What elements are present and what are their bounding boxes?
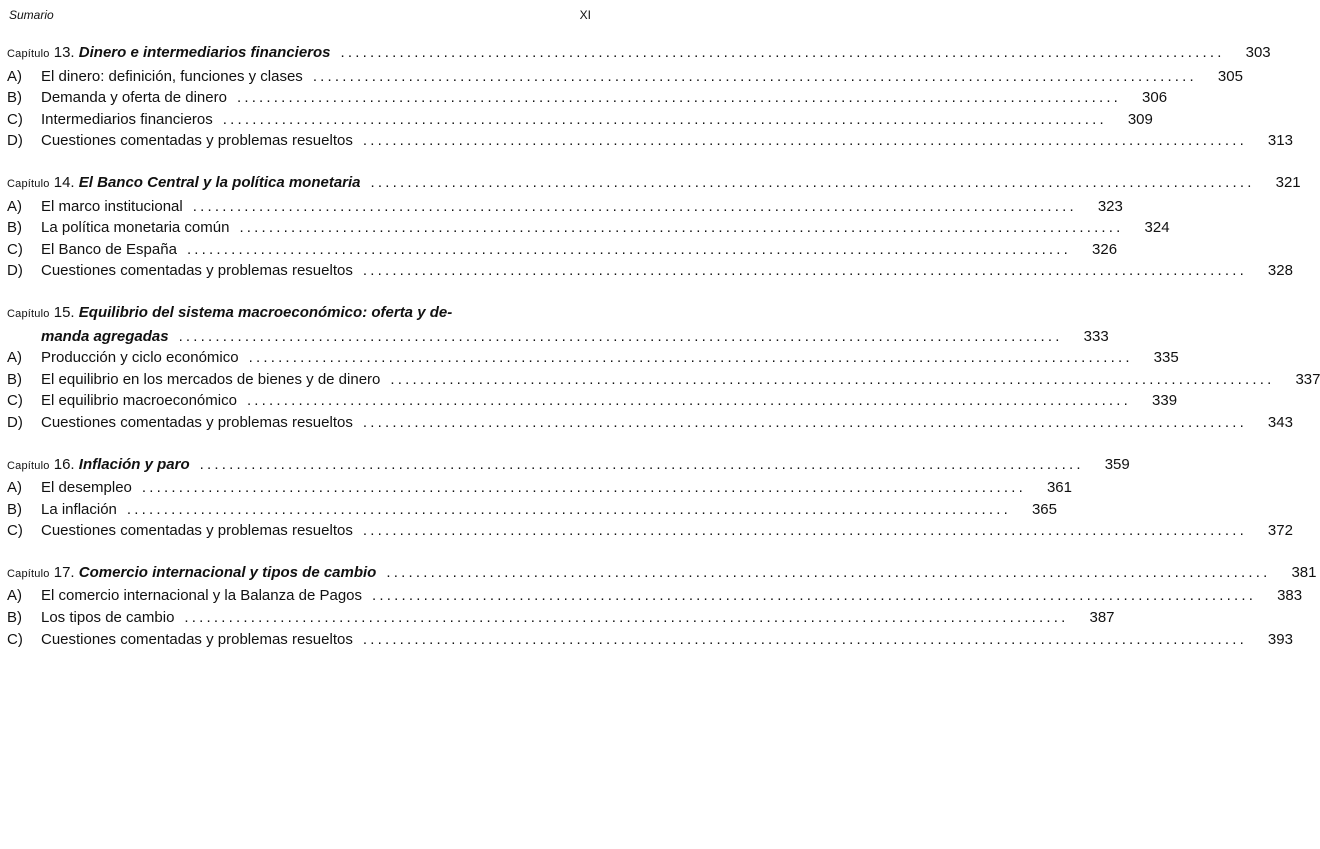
chapter-number: 14.: [53, 173, 75, 191]
dot-leader: ........................................................................................................................: [246, 392, 1132, 410]
entry-letter: C): [7, 630, 23, 648]
entry-letter: A): [7, 67, 22, 85]
entry-letter: B): [7, 609, 22, 627]
dot-leader: ........................................................................................................................: [239, 219, 1124, 237]
chapter-title-continued: manda agregadas: [41, 327, 169, 345]
entry-text: Cuestiones comentadas y problemas resueltos: [41, 630, 353, 648]
page-number: 305: [1217, 67, 1243, 85]
entry-letter: D): [7, 262, 23, 280]
toc-entry[interactable]: [7, 412, 1293, 434]
chapter-label: Capítulo: [7, 177, 50, 190]
page-number: 309: [1127, 110, 1153, 128]
dot-leader: ........................................................................................................................: [248, 349, 1133, 367]
dot-leader: ........................................................................................................................: [178, 327, 1063, 345]
entry-text: Demanda y oferta de dinero: [41, 89, 227, 107]
chapter-heading[interactable]: [7, 302, 594, 326]
entry-text: Cuestiones comentadas y problemas resueltos: [41, 132, 353, 150]
entry-letter: A): [7, 479, 22, 497]
entry-text: El equilibrio macroeconómico: [41, 392, 237, 410]
page-number: 383: [1277, 587, 1303, 605]
entry-letter: C): [7, 240, 23, 258]
toc-entry[interactable]: [7, 217, 1170, 239]
entry-text: La inflación: [41, 500, 117, 518]
chapter-title: Equilibrio del sistema macroeconómico: oferta y de-: [78, 303, 453, 321]
dot-leader: ........................................................................................................................: [186, 240, 1072, 258]
toc-entry[interactable]: [7, 585, 1303, 607]
page-number: 372: [1267, 522, 1293, 540]
toc-entry[interactable]: [7, 87, 1168, 109]
chapter-number: 13.: [53, 44, 75, 61]
chapter-heading[interactable]: [7, 42, 1271, 66]
dot-leader: ........................................................................................................................: [236, 89, 1122, 107]
chapter-13: [7, 42, 1293, 152]
entry-text: El dinero: definición, funciones y clases: [41, 67, 303, 85]
entry-text: La política monetaria común: [41, 219, 230, 237]
toc-entry[interactable]: [7, 629, 1293, 651]
dot-leader: ........................................................................................................................: [362, 262, 1247, 280]
dot-leader: ........................................................................................................................: [362, 630, 1247, 648]
toc-entry[interactable]: [7, 66, 1243, 88]
toc-entry[interactable]: [7, 520, 1293, 542]
dot-leader: ........................................................................................................................: [386, 563, 1271, 581]
toc-entry[interactable]: [7, 499, 1057, 521]
page-number: 393: [1267, 630, 1293, 648]
page-number: 387: [1089, 609, 1115, 627]
chapter-heading[interactable]: [7, 172, 1301, 196]
entry-text: Cuestiones comentadas y problemas resueltos: [41, 522, 353, 540]
dot-leader: ........................................................................................................................: [312, 67, 1197, 85]
entry-letter: B): [7, 500, 22, 518]
dot-leader: ........................................................................................................................: [362, 132, 1247, 150]
page-number: 365: [1031, 500, 1057, 518]
entry-letter: C): [7, 392, 23, 410]
chapter-heading[interactable]: [7, 454, 1130, 478]
toc-entry[interactable]: [7, 130, 1293, 152]
page-folio: XI: [579, 8, 591, 22]
toc-entry[interactable]: [7, 196, 1123, 218]
dot-leader: ........................................................................................................................: [390, 370, 1275, 388]
section-title: Sumario: [9, 8, 54, 22]
chapter-label: Capítulo: [7, 567, 50, 580]
chapter-number: 15.: [53, 303, 75, 321]
entry-text: Producción y ciclo económico: [41, 349, 239, 367]
dot-leader: ........................................................................................................................: [199, 455, 1084, 473]
page-number: 323: [1097, 197, 1123, 215]
entry-text: El marco institucional: [41, 197, 183, 215]
chapter-14: [7, 172, 1301, 282]
chapter-17: [7, 562, 1317, 650]
page-number: 337: [1295, 370, 1320, 388]
dot-leader: ........................................................................................................................: [372, 587, 1257, 605]
page-number: 361: [1046, 479, 1072, 497]
entry-text: El comercio internacional y la Balanza de Pagos: [41, 587, 363, 605]
toc-entry[interactable]: [7, 390, 1178, 412]
page-number: 335: [1153, 349, 1179, 367]
page-number: 359: [1104, 455, 1130, 473]
dot-leader: ........................................................................................................................: [192, 197, 1077, 215]
dot-leader: ........................................................................................................................: [362, 413, 1247, 431]
chapter-title: Comercio internacional y tipos de cambio: [78, 563, 377, 581]
toc-entry[interactable]: [7, 477, 1072, 499]
entry-letter: B): [7, 89, 22, 107]
page-number: 313: [1267, 132, 1293, 150]
entry-letter: A): [7, 197, 22, 215]
page-number: 343: [1267, 413, 1293, 431]
entry-text: El equilibrio en los mercados de bienes y de dinero: [41, 370, 381, 388]
table-of-contents: [7, 42, 1320, 670]
chapter-label: Capítulo: [7, 307, 50, 320]
chapter-number: 16.: [53, 455, 75, 473]
page-number: 324: [1144, 219, 1170, 237]
page-number: 333: [1083, 327, 1109, 345]
entry-text: Cuestiones comentadas y problemas resueltos: [41, 262, 353, 280]
entry-letter: A): [7, 587, 22, 605]
dot-leader: ........................................................................................................................: [126, 500, 1011, 518]
entry-letter: B): [7, 219, 22, 237]
toc-entry[interactable]: [7, 347, 1179, 369]
entry-letter: B): [7, 370, 22, 388]
entry-letter: C): [7, 522, 23, 540]
toc-entry[interactable]: [7, 260, 1293, 282]
entry-text: El desempleo: [41, 479, 132, 497]
chapter-title: El Banco Central y la política monetaria: [78, 173, 361, 191]
entry-letter: D): [7, 132, 23, 150]
dot-leader: ........................................................................................................................: [340, 44, 1225, 61]
chapter-label: Capítulo: [7, 459, 50, 472]
page-number: 339: [1152, 392, 1178, 410]
chapter-15: [7, 302, 1320, 434]
dot-leader: ........................................................................................................................: [370, 173, 1255, 191]
dot-leader: ........................................................................................................................: [362, 522, 1247, 540]
chapter-label: Capítulo: [7, 48, 50, 60]
chapter-heading[interactable]: [7, 562, 1317, 586]
dot-leader: ........................................................................................................................: [141, 479, 1026, 497]
page-number: 328: [1267, 262, 1293, 280]
page-number: 321: [1275, 173, 1301, 191]
chapter-16: [7, 454, 1293, 542]
chapter-heading-continued[interactable]: [7, 326, 1109, 348]
entry-text: Cuestiones comentadas y problemas resueltos: [41, 413, 353, 431]
chapter-title: Dinero e intermediarios financieros: [78, 44, 331, 61]
dot-leader: ........................................................................................................................: [222, 110, 1107, 128]
page-number: 326: [1092, 240, 1118, 258]
entry-letter: A): [7, 349, 22, 367]
dot-leader: ........................................................................................................................: [184, 609, 1069, 627]
chapter-number: 17.: [53, 563, 75, 581]
entry-text: Los tipos de cambio: [41, 609, 175, 627]
page-number: 306: [1142, 89, 1168, 107]
entry-text: El Banco de España: [41, 240, 177, 258]
entry-letter: C): [7, 110, 23, 128]
toc-entry[interactable]: [7, 607, 1115, 629]
chapter-title: Inflación y paro: [78, 455, 190, 473]
page-number: 381: [1291, 563, 1317, 581]
toc-entry[interactable]: [7, 369, 1320, 391]
entry-text: Intermediarios financieros: [41, 110, 213, 128]
running-header: [9, 8, 591, 24]
toc-entry[interactable]: [7, 239, 1118, 261]
page-number: 303: [1245, 44, 1271, 61]
entry-letter: D): [7, 413, 23, 431]
toc-entry[interactable]: [7, 109, 1153, 131]
